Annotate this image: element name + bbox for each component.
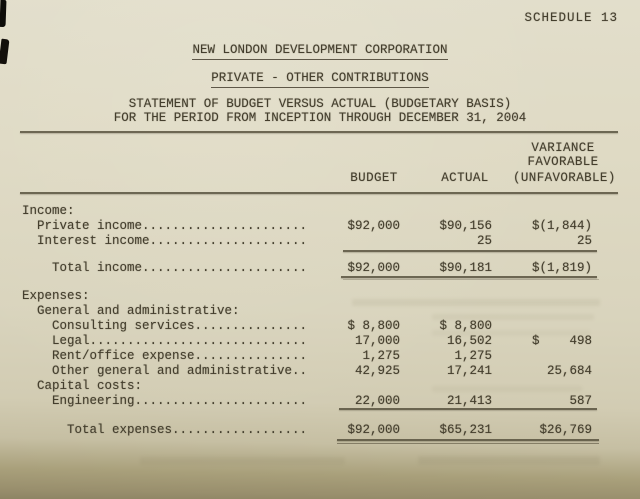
- variance-value: $ 498: [531, 334, 592, 348]
- ghost-bleed-through: [432, 386, 582, 392]
- table-row-legal: [22, 334, 618, 348]
- statement-title-line1: STATEMENT OF BUDGET VERSUS ACTUAL (BUDGETARY BASIS): [128, 97, 512, 111]
- budget-value: $ 8,800: [347, 319, 400, 333]
- table-row-private-income: [22, 219, 618, 233]
- actual-value: $90,181: [439, 261, 492, 275]
- income-subtotal-rule: [343, 250, 597, 252]
- ghost-bleed-through: [432, 314, 594, 320]
- variance-value: $(1,819): [531, 261, 592, 275]
- actual-value: $65,231: [439, 423, 492, 437]
- table-row-rent-office-expense: [22, 349, 618, 363]
- variance-value: 25: [576, 234, 592, 248]
- table-row-other-general-admin: [22, 364, 618, 378]
- header-rule: [20, 131, 618, 133]
- budget-value: 1,275: [362, 349, 400, 363]
- statement-title-line2: FOR THE PERIOD FROM INCEPTION THROUGH DECEMBER 31, 2004: [113, 111, 527, 125]
- variance-value: $(1,844): [531, 219, 592, 233]
- row-label: Income:: [22, 204, 75, 218]
- row-label: Total income......................: [22, 261, 308, 275]
- report-subtitle: PRIVATE - OTHER CONTRIBUTIONS: [211, 71, 429, 88]
- actual-value: 17,241: [446, 364, 492, 378]
- table-row-interest-income: [22, 234, 618, 248]
- budget-value: 42,925: [354, 364, 400, 378]
- actual-value: 1,275: [454, 349, 492, 363]
- ghost-bleed-through: [432, 330, 590, 336]
- budget-value: $92,000: [347, 219, 400, 233]
- row-label: Engineering.......................: [22, 394, 308, 408]
- budget-value: $92,000: [347, 423, 400, 437]
- schedule-label: SCHEDULE 13: [524, 11, 618, 25]
- row-label: Rent/office expense...............: [22, 349, 308, 363]
- column-header-actual: ACTUAL: [441, 171, 489, 185]
- total-income-underline: [341, 276, 597, 278]
- variance-value: 25,684: [546, 364, 592, 378]
- column-header-variance-line2: FAVORABLE: [527, 155, 599, 169]
- row-label: Consulting services...............: [22, 319, 308, 333]
- budget-value: 17,000: [354, 334, 400, 348]
- actual-value: 21,413: [446, 394, 492, 408]
- column-header-rule: [20, 192, 618, 194]
- column-header-variance-line3: (UNFAVORABLE): [513, 171, 616, 185]
- budget-value: 22,000: [354, 394, 400, 408]
- row-label: Legal.............................: [22, 334, 308, 348]
- table-row-total-expenses: [22, 423, 618, 437]
- org-name-wrap: [0, 43, 640, 60]
- ghost-bleed-through: [352, 299, 600, 306]
- column-header-budget: BUDGET: [350, 171, 398, 185]
- row-label: Expenses:: [22, 289, 90, 303]
- table-row-income-section: [22, 204, 618, 218]
- actual-value: 25: [476, 234, 492, 248]
- budget-value: $92,000: [347, 261, 400, 275]
- actual-value: 16,502: [446, 334, 492, 348]
- row-label: Private income......................: [22, 219, 308, 233]
- column-header-variance-line1: VARIANCE: [531, 141, 595, 155]
- ghost-bleed-through: [140, 457, 345, 465]
- expenses-subtotal-rule: [339, 408, 597, 410]
- ghost-bleed-through: [418, 456, 600, 465]
- total-expenses-double-underline: [337, 439, 599, 441]
- org-name: NEW LONDON DEVELOPMENT CORPORATION: [192, 43, 447, 60]
- row-label: General and administrative:: [22, 304, 240, 318]
- row-label: Total expenses..................: [22, 423, 308, 437]
- variance-value: $26,769: [539, 423, 592, 437]
- table-row-engineering: [22, 394, 618, 408]
- table-row-total-income: [22, 261, 618, 275]
- row-label: Other general and administrative..: [22, 364, 308, 378]
- row-label: Capital costs:: [22, 379, 143, 393]
- actual-value: $ 8,800: [439, 319, 492, 333]
- row-label: Interest income.....................: [22, 234, 308, 248]
- binding-mark-top: [0, 0, 6, 27]
- variance-value: 587: [569, 394, 592, 408]
- actual-value: $90,156: [439, 219, 492, 233]
- subtitle-wrap: [0, 71, 640, 88]
